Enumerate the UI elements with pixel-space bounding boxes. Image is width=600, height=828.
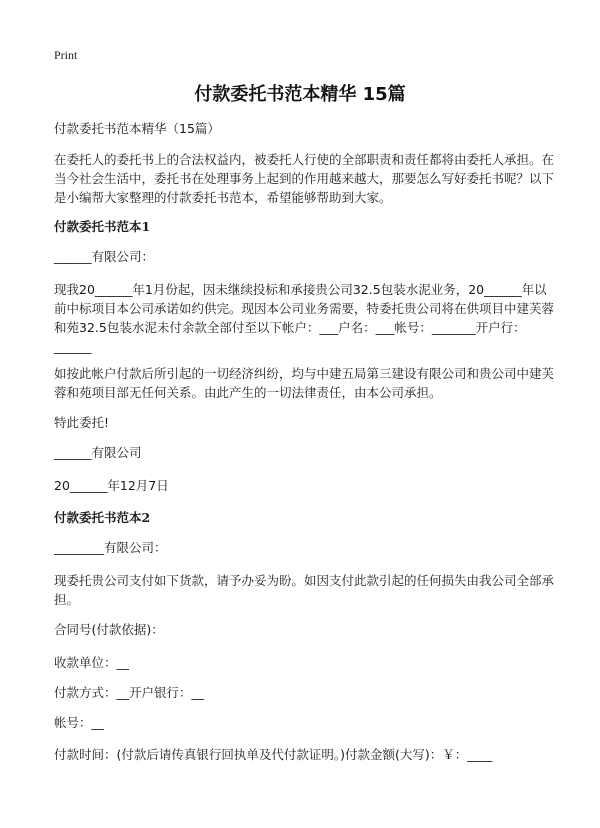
print-label: Print: [54, 48, 78, 62]
sample2-payee: 收款单位：__: [54, 655, 130, 670]
sample1-salutation: ______有限公司：: [54, 249, 155, 264]
intro-paragraph: 在委托人的委托书上的合法权益内，被委托人行使的全部职责和责任都将由委托人承担。在当今社会生活中，委托书在处理事务上起到的作用越来越大，那要怎么写好委托书呢？以下是小编帮大家整理的付款委托书范本，希望能够帮助到大家。: [54, 152, 555, 205]
sample1-signature: ______有限公司: [54, 445, 142, 460]
intro-subtitle: 付款委托书范本精华（15篇）: [54, 121, 220, 136]
sample2-contract: 合同号(付款依据)：: [54, 622, 164, 637]
sample2-salutation: ________有限公司：: [54, 540, 167, 555]
sample1-body2: 如按此帐户付款后所引起的一切经济纠纷，均与中建五局第三建设有限公司和贵公司中建芙蓉和苑项目部无任何关系。由此产生的一切法律责任，由本公司承担。: [54, 366, 555, 400]
sample1-body1: 现我20______年1月份起，因未继续投标和承接贵公司32.5包装水泥业务，20______年以前中标项目本公司承诺如约供完。现因本公司业务需要，特委托贵公司将在供项目中建芙蓉和苑32.5包装水泥未付余款全部付至以下帐户：___户名：___帐号：_______开户行：______: [54, 282, 555, 354]
sample2-time: 付款时间：(付款后请传真银行回执单及代付款证明。)付款金额(大写)：￥：____: [54, 747, 493, 762]
sample2-account: 帐号：__: [54, 715, 105, 730]
page-title: 付款委托书范本精华 15篇: [194, 84, 406, 105]
sample2-heading: 付款委托书范本2: [54, 510, 151, 525]
sample1-closing: 特此委托!: [54, 415, 110, 430]
sample1-heading: 付款委托书范本1: [54, 219, 151, 234]
sample2-body1: 现委托贵公司支付如下货款，请予办妥为盼。如因支付此款引起的任何损失由我公司全部承担。: [54, 573, 555, 607]
sample1-date: 20______年12月7日: [54, 478, 169, 493]
sample2-method: 付款方式：__开户银行：__: [54, 685, 205, 700]
